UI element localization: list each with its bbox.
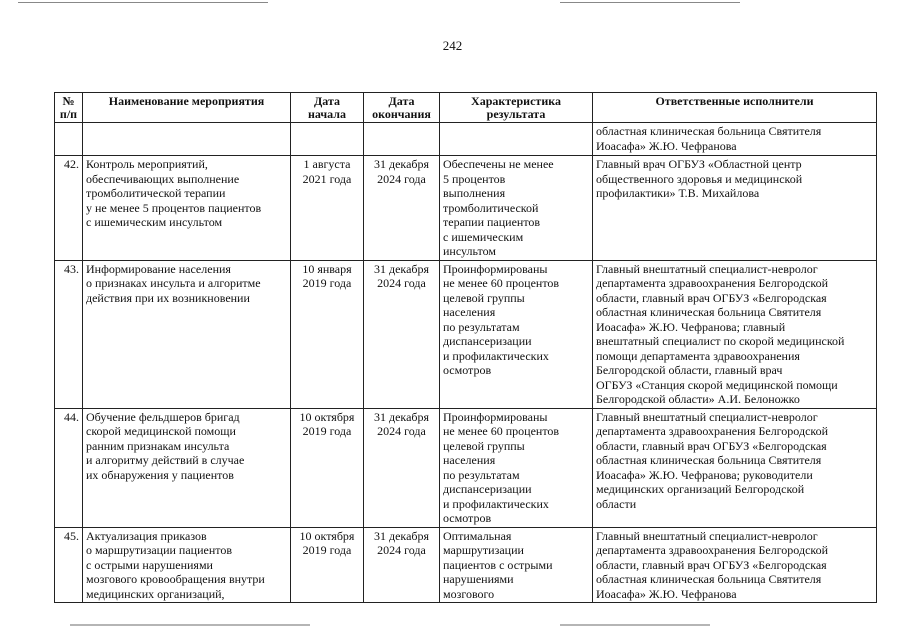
activity-name-line: скорой медицинской помощи <box>86 424 236 438</box>
start-date-line: 10 октября <box>299 528 355 543</box>
result-description <box>440 156 593 261</box>
table-row <box>55 123 877 156</box>
result-description-line: диспансеризации <box>443 482 532 496</box>
end-date <box>364 527 440 603</box>
start-date <box>291 260 364 408</box>
scan-edge-line <box>560 2 740 3</box>
result-description-line: терапии пациентов <box>443 215 541 229</box>
start-date-line: 2019 года <box>302 543 352 557</box>
responsible-executors-line: помощи департамента здравоохранения <box>596 348 800 363</box>
start-date <box>291 156 364 261</box>
end-date-line: 31 декабря <box>373 409 430 424</box>
responsible-executors-line: области <box>596 496 637 511</box>
responsible-executors-line: общественного здоровья и медицинской <box>596 171 803 186</box>
responsible-executors-line: Главный внештатный специалист-невролог <box>596 261 818 276</box>
responsible-executors <box>593 260 877 408</box>
header-end-date: Дата окончания <box>364 93 440 123</box>
activity-name-line: о признаках инсульта и алгоритме <box>86 276 261 290</box>
responsible-executors-line: Иоасафа» Ж.Ю. Чефранова <box>596 138 737 153</box>
responsible-executors-line: профилактики» Т.В. Михайлова <box>596 186 760 200</box>
table-row <box>55 260 877 408</box>
responsible-executors-line: департамента здравоохранения Белгородской <box>596 424 829 438</box>
responsible-executors-line: медицинских организаций Белгородской <box>596 482 805 496</box>
row-number <box>55 408 83 527</box>
activity-name-line: и алгоритму действий в случае <box>86 453 245 467</box>
responsible-executors-line: Белгородской области, главный врач <box>596 363 783 377</box>
end-date-line: 2024 года <box>377 424 426 438</box>
activity-name-line: медицинских организаций, <box>86 586 225 601</box>
header-number: № п/п <box>55 93 83 123</box>
activity-name-line: с ишемическим инсультом <box>86 215 223 229</box>
responsible-executors <box>593 408 877 527</box>
activity-name-line: Контроль мероприятий, <box>86 157 208 171</box>
row-number-text: 44. <box>64 409 79 424</box>
responsible-executors-line: Белгородской области» А.И. Белоножко <box>596 392 800 406</box>
end-date-line: 31 декабря <box>373 261 430 276</box>
row-number <box>55 123 83 156</box>
end-date-line: 2024 года <box>377 543 426 557</box>
activity-name-line: мозгового кровообращения внутри <box>86 572 265 586</box>
result-description-line: населения <box>443 305 496 319</box>
end-date <box>364 408 440 527</box>
result-description-line: осмотров <box>443 511 492 525</box>
table-row <box>55 156 877 261</box>
result-description <box>440 123 593 156</box>
start-date-line: 10 октября <box>299 409 355 424</box>
start-date-line: 10 января <box>302 261 352 276</box>
result-description-line: по результатам <box>443 467 520 482</box>
result-description-line: выполнения <box>443 186 506 200</box>
responsible-executors <box>593 527 877 603</box>
responsible-executors-line: Главный внештатный специалист-невролог <box>596 409 818 424</box>
activity-name-line: тромболитической терапии <box>86 186 226 200</box>
start-date-line: 2021 года <box>302 171 352 186</box>
result-description <box>440 527 593 603</box>
result-description-line: не менее 60 процентов <box>443 276 560 290</box>
responsible-executors-line: Иоасафа» Ж.Ю. Чефранова; главный <box>596 319 786 334</box>
result-description-line: с ишемическим <box>443 229 524 244</box>
result-description-line: 5 процентов <box>443 171 506 186</box>
result-description-line: нарушениями <box>443 572 514 586</box>
activity-name-line: обеспечивающих выполнение <box>86 171 240 186</box>
header-responsible: Ответственные исполнители <box>593 93 877 123</box>
responsible-executors-line: области, главный врач ОГБУЗ «Белгородская <box>596 438 827 453</box>
result-description-line: осмотров <box>443 363 492 377</box>
result-description-line: по результатам <box>443 319 520 334</box>
end-date-line: 2024 года <box>377 276 426 290</box>
activity-name <box>83 260 291 408</box>
result-description-line: целевой группы <box>443 290 525 305</box>
responsible-executors-line: областная клиническая больница Святителя <box>596 124 822 138</box>
responsible-executors-line: Главный врач ОГБУЗ «Областной центр <box>596 157 802 171</box>
activity-name-line: с острыми нарушениями <box>86 557 213 572</box>
activity-name-line: Информирование населения <box>86 261 231 276</box>
header-start-date: Дата начала <box>291 93 364 123</box>
end-date-line: 31 декабря <box>373 157 430 171</box>
result-description-line: тромболитической <box>443 200 539 215</box>
activity-name <box>83 408 291 527</box>
responsible-executors-line: внештатный специалист по скорой медицинской <box>596 334 845 348</box>
activity-name <box>83 156 291 261</box>
result-description <box>440 260 593 408</box>
responsible-executors-line: Иоасафа» Ж.Ю. Чефранова <box>596 586 737 601</box>
start-date <box>291 123 364 156</box>
end-date-line: 31 декабря <box>373 528 430 543</box>
start-date <box>291 527 364 603</box>
result-description-line: Проинформированы <box>443 261 548 276</box>
responsible-executors-line: области, главный врач ОГБУЗ «Белгородская <box>596 290 827 305</box>
responsible-executors <box>593 123 877 156</box>
page-number: 242 <box>442 38 463 53</box>
row-number-text: 45. <box>64 528 79 543</box>
responsible-executors-line: Иоасафа» Ж.Ю. Чефранова; руководители <box>596 467 813 482</box>
scan-edge-line <box>70 624 310 626</box>
scan-edge-line <box>560 624 710 626</box>
responsible-executors-line: областная клиническая больница Святителя <box>596 572 822 586</box>
result-description-line: и профилактических <box>443 348 549 363</box>
row-number <box>55 527 83 603</box>
responsible-executors-line: Главный внештатный специалист-невролог <box>596 528 818 543</box>
scan-edge-line <box>18 2 268 3</box>
header-activity-name: Наименование мероприятия <box>83 93 291 123</box>
activity-name <box>83 123 291 156</box>
row-number <box>55 156 83 261</box>
result-description-line: маршрутизации <box>443 543 524 557</box>
result-description-line: и профилактических <box>443 496 549 511</box>
row-number-text: 43. <box>64 261 79 276</box>
result-description-line: не менее 60 процентов <box>443 424 560 438</box>
start-date-line: 1 августа <box>303 157 351 171</box>
result-description-line: целевой группы <box>443 438 525 453</box>
responsible-executors-line: департамента здравоохранения Белгородской <box>596 543 829 557</box>
responsible-executors-line: области, главный врач ОГБУЗ «Белгородская <box>596 557 827 572</box>
activity-name-line: Актуализация приказов <box>86 528 207 543</box>
activity-name-line: о маршрутизации пациентов <box>86 543 233 557</box>
start-date <box>291 408 364 527</box>
result-description-line: населения <box>443 453 496 467</box>
responsible-executors-line: областная клиническая больница Святителя <box>596 305 822 319</box>
activity-name-line: Обучение фельдшеров бригад <box>86 409 240 424</box>
end-date <box>364 260 440 408</box>
activities-table <box>54 92 877 603</box>
result-description-line: Оптимальная <box>443 528 512 543</box>
activity-name-line: ранним признакам инсульта <box>86 438 230 453</box>
result-description-line: инсультом <box>443 244 496 258</box>
responsible-executors <box>593 156 877 261</box>
result-description-line: мозгового <box>443 586 495 601</box>
start-date-line: 2019 года <box>302 276 352 290</box>
end-date-line: 2024 года <box>377 171 426 186</box>
end-date <box>364 156 440 261</box>
table-row <box>55 527 877 603</box>
result-description-line: Проинформированы <box>443 409 548 424</box>
responsible-executors-line: областная клиническая больница Святителя <box>596 453 822 467</box>
responsible-executors-line: департамента здравоохранения Белгородской <box>596 276 829 290</box>
table-row <box>55 408 877 527</box>
row-number <box>55 260 83 408</box>
result-description-line: пациентов с острыми <box>443 557 553 572</box>
start-date-line: 2019 года <box>302 424 352 438</box>
row-number-text: 42. <box>64 157 79 171</box>
result-description-line: диспансеризации <box>443 334 532 348</box>
activity-name-line: действия при их возникновении <box>86 290 250 305</box>
result-description <box>440 408 593 527</box>
end-date <box>364 123 440 156</box>
activity-name-line: у не менее 5 процентов пациентов <box>86 200 262 215</box>
activity-name-line: их обнаружения у пациентов <box>86 467 234 482</box>
result-description-line: Обеспечены не менее <box>443 157 554 171</box>
header-result: Характеристика результата <box>440 93 593 123</box>
table-header-row <box>55 93 877 123</box>
responsible-executors-line: ОГБУЗ «Станция скорой медицинской помощи <box>596 377 838 392</box>
activity-name <box>83 527 291 603</box>
